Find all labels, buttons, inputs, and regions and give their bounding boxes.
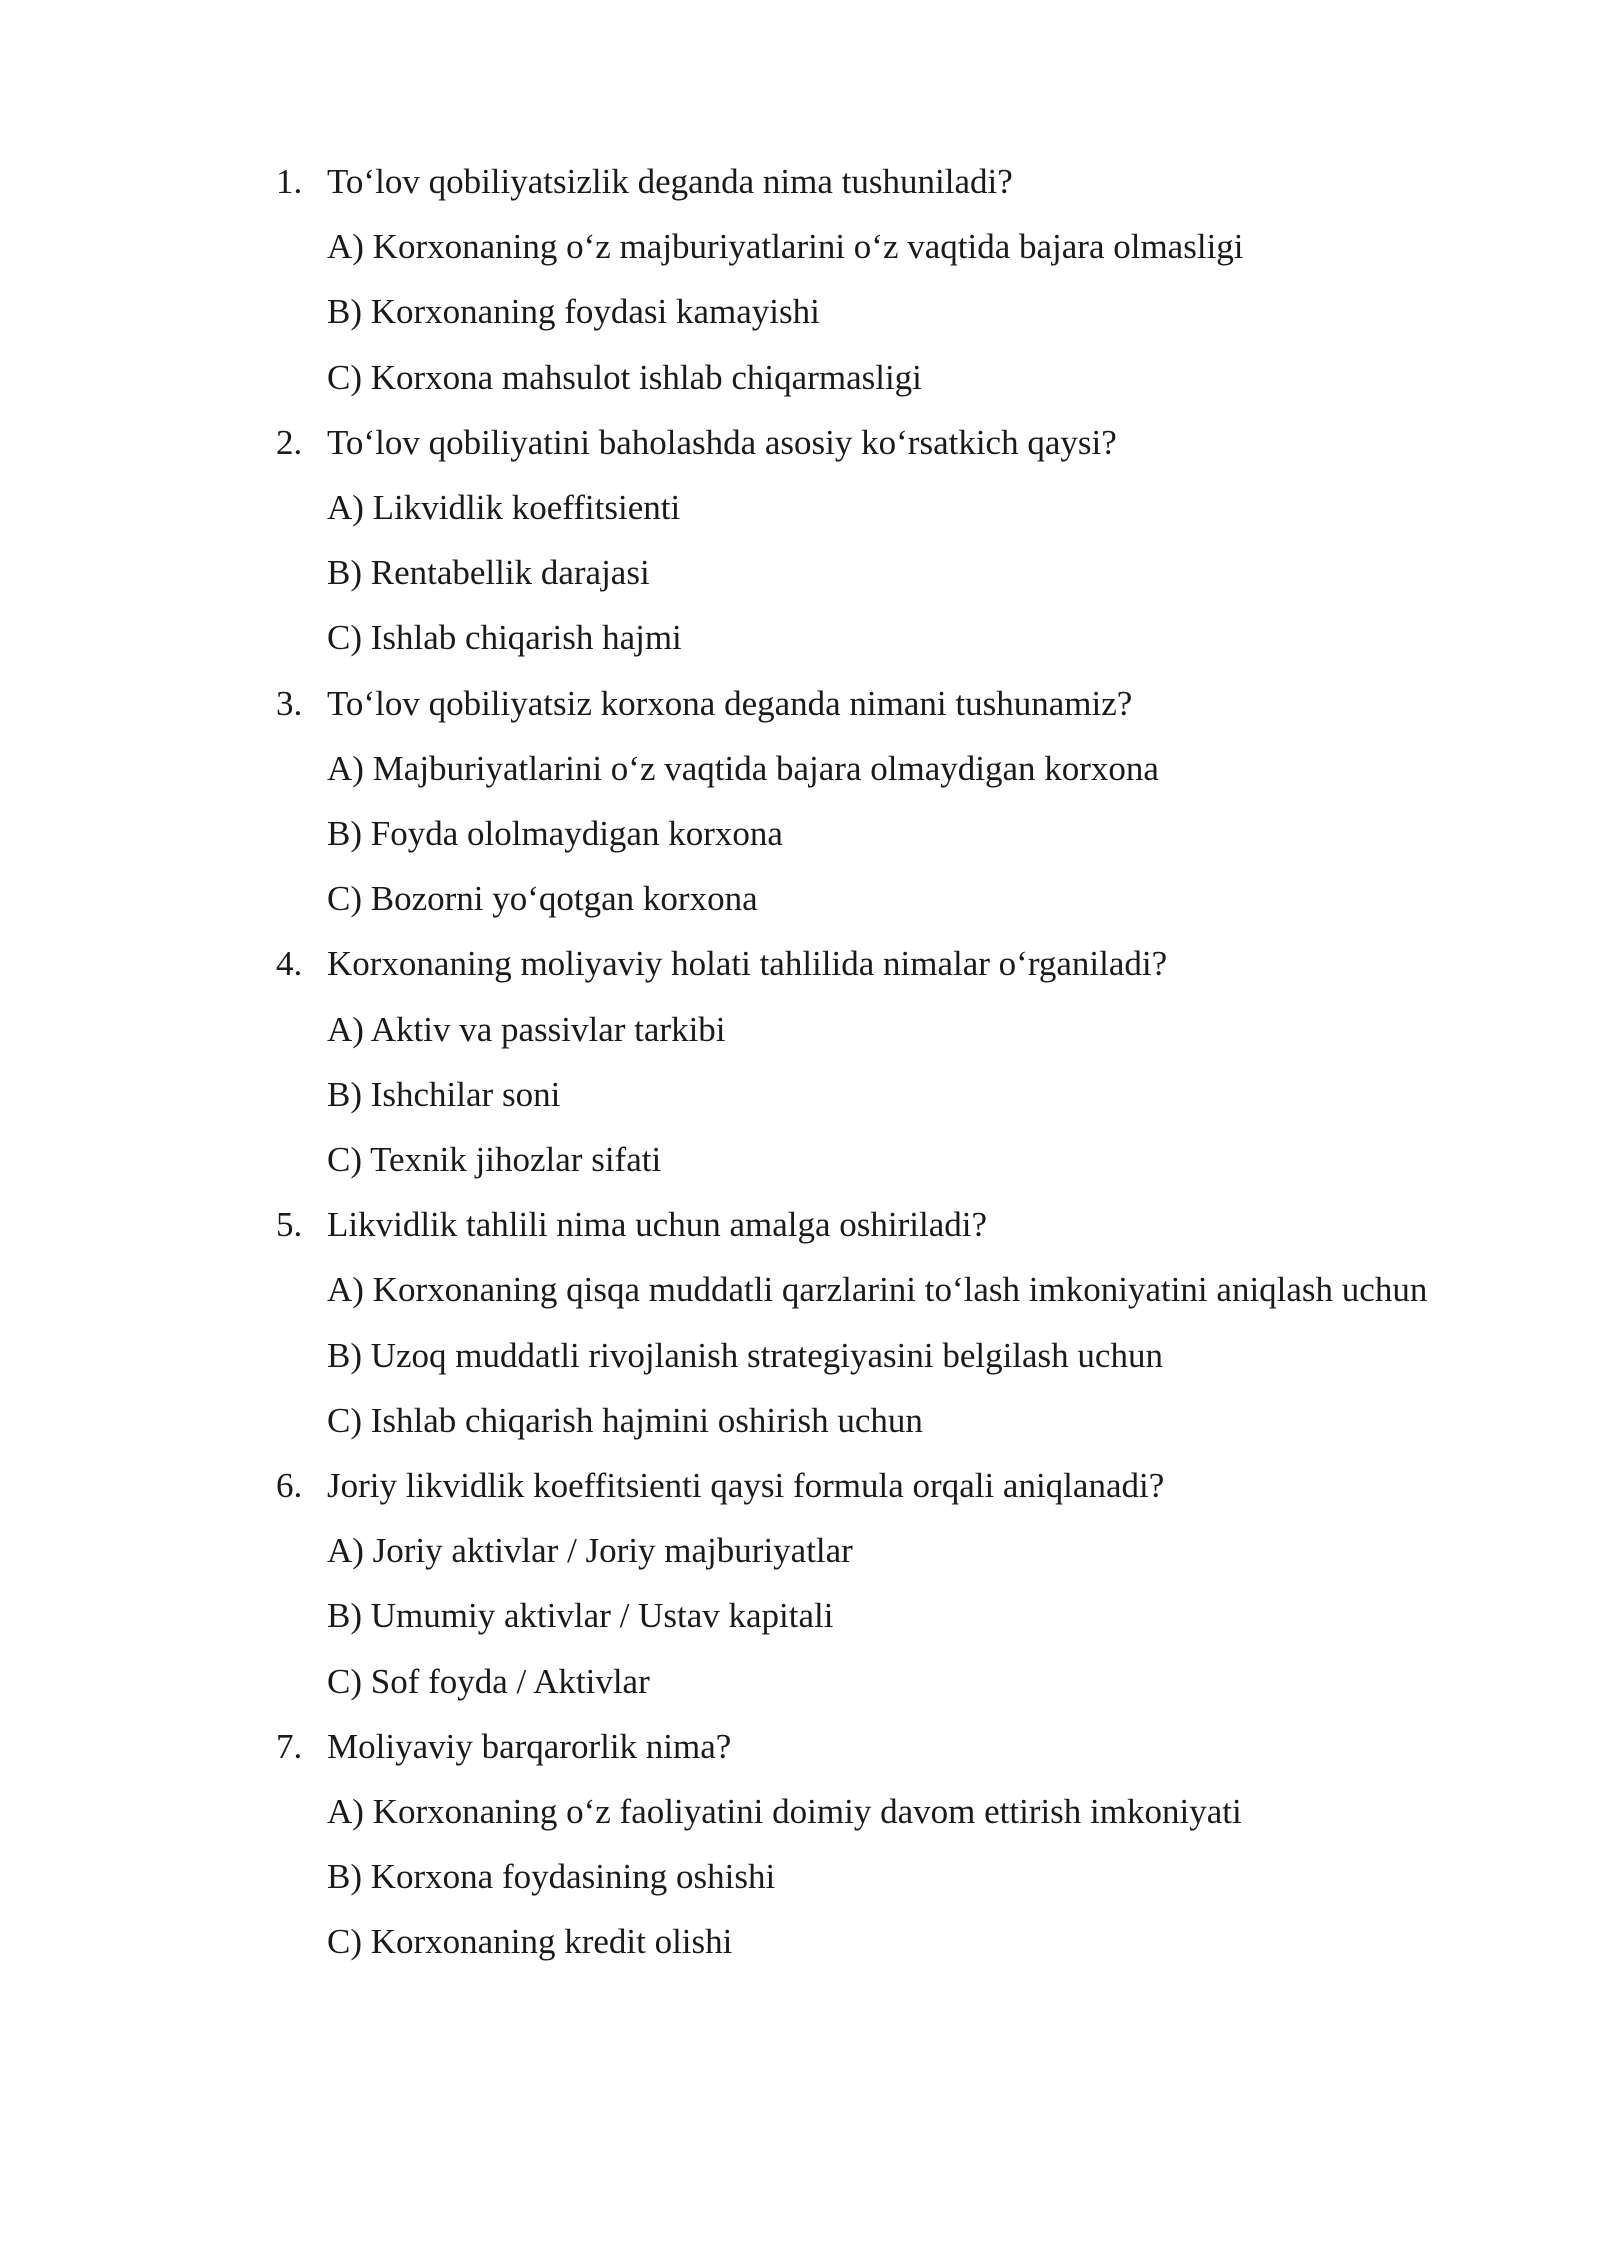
option-b: B) Uzoq muddatli rivojlanish strategiyasini belgilash uchun	[327, 1335, 1163, 1375]
option-c: C) Ishlab chiqarish hajmini oshirish uchun	[327, 1400, 923, 1440]
option-b: B) Korxona foydasining oshishi	[327, 1857, 776, 1897]
question-2	[276, 410, 1436, 671]
question-number: 5.	[276, 1205, 303, 1245]
option-c: C) Sof foyda / Aktivlar	[327, 1661, 650, 1701]
question-number: 1.	[276, 162, 303, 201]
question-number: 6.	[276, 1465, 303, 1505]
option-b: B) Foyda ololmaydigan korxona	[327, 813, 783, 853]
question-number: 4.	[276, 944, 303, 984]
question-text: Joriy likvidlik koeffitsienti qaysi formula orqali aniqlanadi?	[327, 1465, 1165, 1505]
question-1	[276, 149, 1436, 410]
question-text: To‘lov qobiliyatini baholashda asosiy ko‘rsatkich qaysi?	[327, 422, 1117, 462]
option-list	[276, 1779, 1436, 1975]
question-line	[276, 410, 1436, 475]
option-list	[276, 214, 1436, 410]
option-c: C) Texnik jihozlar sifati	[327, 1139, 662, 1179]
question-number: 7.	[276, 1726, 303, 1766]
question-text: Moliyaviy barqarorlik nima?	[327, 1726, 732, 1766]
option-list	[276, 736, 1436, 932]
question-line	[276, 1192, 1436, 1257]
option-a: A) Joriy aktivlar / Joriy majburiyatlar	[327, 1531, 853, 1571]
option-b: B) Rentabellik darajasi	[327, 553, 650, 593]
question-text: To‘lov qobiliyatsiz korxona deganda nimani tushunamiz?	[327, 683, 1133, 723]
option-list	[276, 997, 1436, 1193]
option-b: B) Korxonaning foydasi kamayishi	[327, 292, 820, 332]
option-a: A) Korxonaning o‘z majburiyatlarini o‘z vaqtida bajara olmasligi	[327, 227, 1244, 267]
question-5	[276, 1192, 1436, 1453]
option-c: C) Ishlab chiqarish hajmi	[327, 618, 682, 658]
question-number: 3.	[276, 683, 303, 723]
option-list	[276, 475, 1436, 671]
question-line	[276, 1714, 1436, 1779]
option-c: C) Korxona mahsulot ishlab chiqarmasligi	[327, 357, 922, 397]
option-a: A) Korxonaning qisqa muddatli qarzlarini to‘lash imkoniyatini aniqlash uchun	[327, 1270, 1428, 1310]
question-line	[276, 931, 1436, 996]
option-a: A) Majburiyatlarini o‘z vaqtida bajara olmaydigan korxona	[327, 748, 1159, 788]
option-b: B) Umumiy aktivlar / Ustav kapitali	[327, 1596, 834, 1636]
question-4	[276, 931, 1436, 1192]
question-line	[276, 671, 1436, 736]
question-list	[276, 149, 1436, 1975]
option-c: C) Korxonaning kredit olishi	[327, 1922, 733, 1962]
question-text: Korxonaning moliyaviy holati tahlilida nimalar o‘rganiladi?	[327, 944, 1168, 984]
option-list	[276, 1257, 1436, 1453]
question-6	[276, 1453, 1436, 1714]
option-list	[276, 1518, 1436, 1714]
question-line	[276, 1453, 1436, 1518]
option-a: A) Aktiv va passivlar tarkibi	[327, 1009, 726, 1049]
option-a: A) Likvidlik koeffitsienti	[327, 487, 681, 527]
question-text: To‘lov qobiliyatsizlik deganda nima tushuniladi?	[327, 162, 1013, 201]
option-b: B) Ishchilar soni	[327, 1074, 561, 1114]
question-3	[276, 671, 1436, 932]
question-number: 2.	[276, 422, 303, 462]
question-7	[276, 1714, 1436, 1975]
question-line	[276, 149, 1436, 214]
option-a: A) Korxonaning o‘z faoliyatini doimiy davom ettirish imkoniyati	[327, 1791, 1242, 1831]
question-text: Likvidlik tahlili nima uchun amalga oshiriladi?	[327, 1205, 987, 1245]
option-c: C) Bozorni yo‘qotgan korxona	[327, 879, 758, 919]
